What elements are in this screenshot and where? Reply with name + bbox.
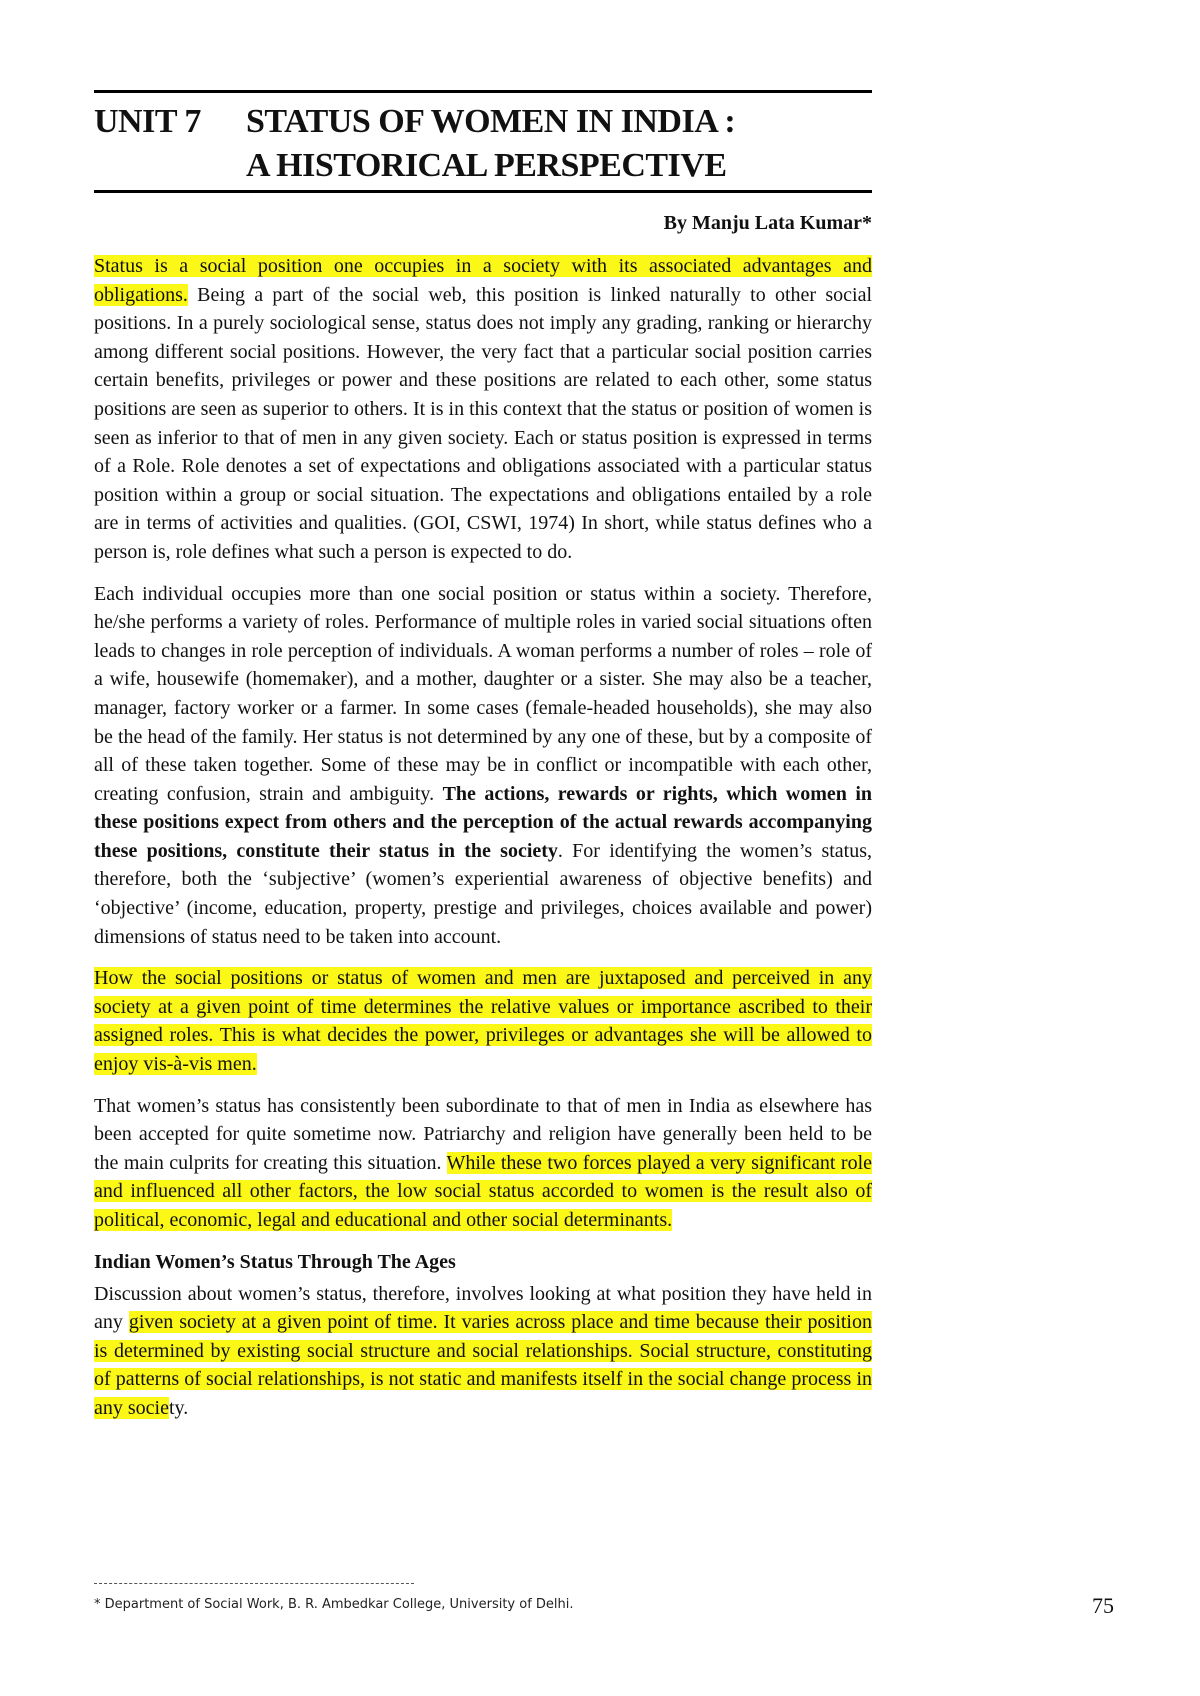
paragraph-text: Being a part of the social web, this position is linked naturally to other social positions. In a purely sociological sense, status does not imply any grading, ranking or hierarchy among different social positions. However, the very fact that a particular social position carries certain benefits, privileges or power and these positions are related to each other, some status positions are seen as superior to others. It is in this context that the status or position of women is seen as inferior to that of men in any given society. Each or status position is expressed in terms of a Role. Role denotes a set of expectations and obligations associated with a particular status position within a group or social situation. The expectations and obligations entailed by a role are in terms of activities and qualities. (GOI, CSWI, 1974) In short, while status defines who a person is, role defines what such a person is expected to do. [94, 283, 872, 563]
highlight: Status is a social position one occupies in a society with its associated advantages and obligations. [94, 255, 872, 306]
paragraph-text: Each individual occupies more than one social position or status within a society. Therefore, he/she performs a variety of roles. Performance of multiple roles in varied social situations often leads to changes in role perception of individuals. A woman performs a number of roles – role of a wife, housewife (homemaker), and a mother, daughter or a sister. She may also be a teacher, manager, factory worker or a farmer. In some cases (female-headed households), she may also be the head of the family. Her status is not determined by any one of these, but by a composite of all of these taken together. Some of these may be in conflict or incompatible with each other, creating confusion, strain and ambiguity. [94, 582, 872, 805]
paragraph-text: . For identifying the women’s status, therefore, both the ‘subjective’ (women’s experiential awareness of objective benefits) and ‘objective’ (income, education, property, prestige and privileges, choices available and power) dimensions of status need to be taken into account. [94, 839, 872, 948]
author-byline: By Manju Lata Kumar* [663, 212, 872, 234]
paragraph-4 [94, 1092, 872, 1235]
paragraph-text: ty. [168, 1396, 189, 1419]
footnote: * Department of Social Work, B. R. Ambedkar College, University of Delhi. [94, 1597, 574, 1612]
highlight: While these two forces played a very significant role and influenced all other factors, the low social status accorded to women is the result also of political, economic, legal and educational and other social determinants. [94, 1151, 873, 1231]
title-line-1: STATUS OF WOMEN IN INDIA : [246, 103, 736, 140]
paragraph-text: Discussion about women’s status, therefore, involves looking at what position they have held in any [94, 1282, 872, 1334]
paragraph-text: That women’s status has consistently been subordinate to that of men in India as elsewhere has been accepted for quite sometime now. Patriarchy and religion have generally been held to be the main culprits for creating this situation. [94, 1094, 872, 1174]
footnote-separator [94, 1583, 414, 1584]
unit-number: UNIT 7 [94, 103, 201, 140]
section-heading: Indian Women’s Status Through The Ages [94, 1250, 456, 1273]
unit-title [94, 100, 872, 188]
bold-text: The actions, rewards or rights, which women in these positions expect from others and the perception of the actual rewards accompanying these positions, constitute their status in the society [94, 782, 872, 862]
paragraph-3 [94, 964, 872, 1078]
paragraph-1 [94, 252, 872, 567]
title-line-2: A HISTORICAL PERSPECTIVE [246, 147, 727, 184]
title-bottom-rule [94, 190, 872, 193]
highlight: How the social positions or status of women and men are juxtaposed and perceived in any society at a given point of time determines the relative values or importance ascribed to their assigned roles. This is what decides the power, privileges or advantages she will be allowed to enjoy vis-à-vis men. [94, 967, 872, 1076]
paragraph-2 [94, 580, 872, 952]
body-text [94, 252, 872, 1436]
paragraph-5 [94, 1280, 872, 1423]
page-number: 75 [1092, 1593, 1114, 1618]
highlight: given society at a given point of time. It varies across place and time because their position is determined by existing social structure and social relationships. Social structure, constituting of patterns of social relationships, is not static and manifests itself in the social change process in any socie [94, 1311, 872, 1419]
title-top-rule [94, 90, 872, 93]
